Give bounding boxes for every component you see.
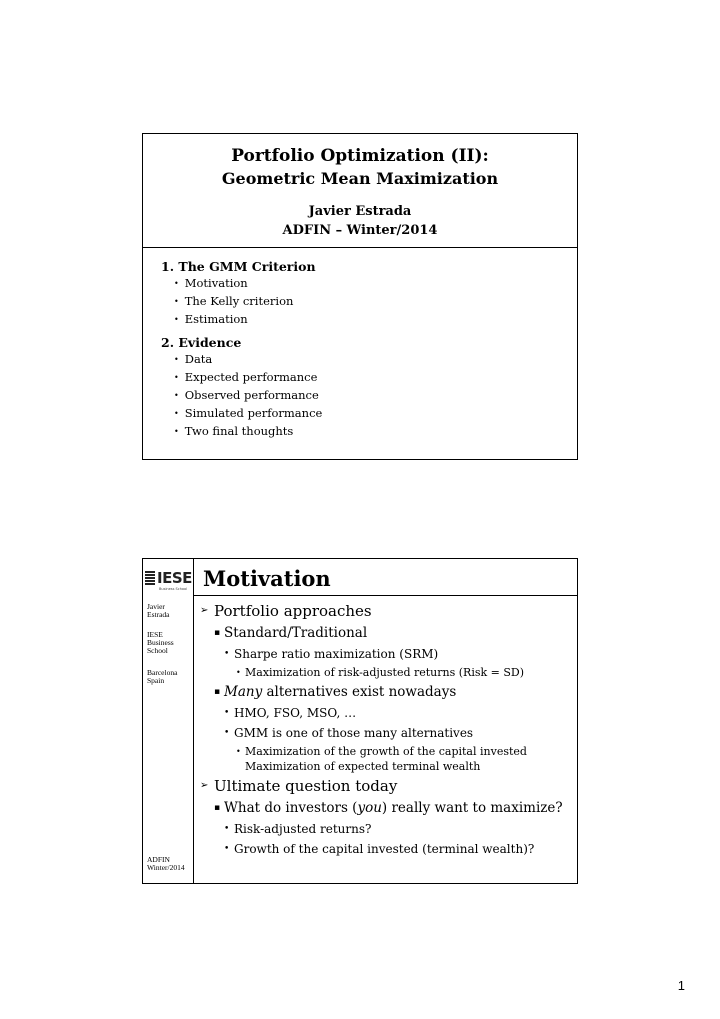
bullet-level4: • Maximization of the growth of the capital invested — [199, 744, 571, 759]
sidebar-text: Estrada — [147, 610, 170, 619]
bullet-level2 — [199, 799, 571, 817]
logo-mark-icon — [145, 571, 155, 585]
bullet-text: What do investors ( — [224, 800, 358, 816]
iese-logo — [143, 559, 194, 597]
author-name: Javier Estrada — [308, 204, 412, 219]
list-item: • Simulated performance — [174, 405, 567, 423]
sidebar-course — [147, 856, 185, 872]
sidebar-divider — [193, 559, 194, 883]
title-block — [143, 134, 577, 248]
bullet-text: alternatives exist nowadays — [262, 684, 457, 700]
list-item: • Observed performance — [174, 387, 567, 405]
bullet-level2: ▪ Standard/Traditional — [199, 624, 571, 642]
bullet-level4: • Maximization of risk-adjusted returns (Risk = SD) — [199, 665, 571, 680]
section-heading: 2. Evidence — [161, 335, 242, 350]
list-item: • Expected performance — [174, 369, 567, 387]
emphasis-text: you — [357, 800, 382, 816]
sidebar-text: IESE — [147, 630, 163, 639]
sidebar-text: Business — [147, 638, 174, 647]
bullet-level1: ➢ Portfolio approaches — [199, 601, 571, 621]
sidebar-text: Spain — [147, 676, 165, 685]
slide-content — [199, 599, 571, 857]
sidebar-author — [147, 603, 170, 619]
bullet-level3: • GMM is one of those many alternatives — [199, 725, 571, 741]
bullet-level3: • Risk-adjusted returns? — [199, 821, 571, 837]
logo-text: IESE — [157, 569, 192, 587]
agenda — [161, 258, 567, 441]
list-item: • Two final thoughts — [174, 423, 567, 441]
course-name: ADFIN – Winter/2014 — [282, 223, 438, 238]
list-item: • The Kelly criterion — [174, 293, 567, 311]
title-divider — [193, 595, 577, 596]
bullet-continuation: Maximization of expected terminal wealth — [245, 760, 481, 773]
slide-subtitle: Geometric Mean Maximization — [221, 169, 499, 188]
sidebar-text: ADFIN — [147, 855, 170, 864]
bullet-level3: • Sharpe ratio maximization (SRM) — [199, 646, 571, 662]
sidebar-text: Barcelona — [147, 668, 178, 677]
slide-title: Motivation — [203, 566, 331, 591]
sidebar-text: Winter/2014 — [147, 863, 185, 872]
sidebar-location — [147, 669, 177, 685]
bullet-level3: • Growth of the capital invested (terminal wealth)? — [199, 841, 571, 857]
motivation-slide — [142, 558, 578, 884]
sidebar-org — [147, 631, 174, 655]
bullet-level2 — [199, 683, 571, 701]
bullet-level3: • HMO, FSO, MSO, … — [199, 705, 571, 721]
bullet-text: ) really want to maximize? — [381, 800, 563, 816]
emphasis-text: Many — [224, 684, 263, 700]
sidebar-text: Javier — [147, 602, 165, 611]
list-item: • Motivation — [174, 275, 567, 293]
section-items — [161, 351, 567, 441]
slide-title: Portfolio Optimization (II): — [231, 146, 489, 166]
bullet-level1: ➢ Ultimate question today — [199, 776, 571, 796]
title-slide — [142, 133, 578, 460]
page-number: 1 — [677, 978, 685, 993]
section-heading: 1. The GMM Criterion — [161, 259, 316, 274]
sidebar-text: School — [147, 646, 168, 655]
logo-subtitle: Business School — [159, 587, 188, 591]
list-item: • Estimation — [174, 311, 567, 329]
list-item: • Data — [174, 351, 567, 369]
section-items — [161, 275, 567, 329]
